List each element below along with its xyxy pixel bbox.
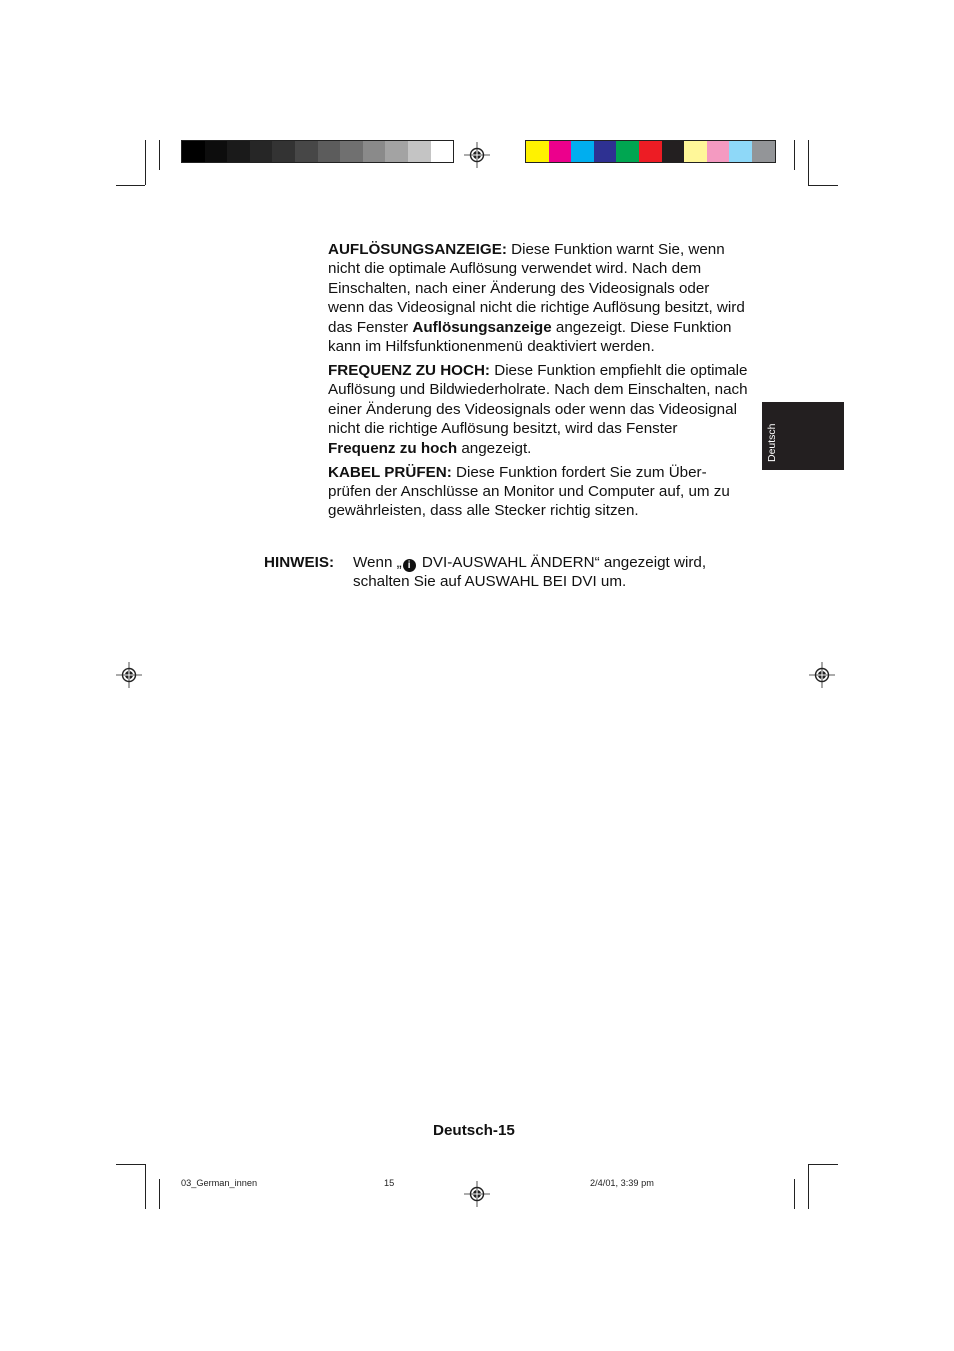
body-text: Diese Funktion warnt Sie, wenn nicht die optimale Auflösung verwendet wird. Nach dem Einschalten, nach einer Änderung des Videosignals oder wenn das Videosignal nicht die richtige Auflösung besitzt, wird das Fenster	[328, 241, 745, 336]
gray-swatch	[227, 141, 250, 162]
color-swatch	[684, 141, 707, 162]
crop-mark	[794, 140, 795, 170]
color-swatch	[594, 141, 617, 162]
paragraph-check-cable	[328, 463, 748, 521]
gray-swatch	[182, 141, 205, 162]
gray-swatch	[340, 141, 363, 162]
color-swatch	[662, 141, 685, 162]
registration-mark-icon	[809, 662, 835, 688]
gray-swatch	[272, 141, 295, 162]
gray-swatch	[385, 141, 408, 162]
gray-swatch	[250, 141, 273, 162]
color-swatch	[752, 141, 775, 162]
gray-swatch	[363, 141, 386, 162]
note-label: HINWEIS:	[264, 554, 335, 571]
crop-mark	[794, 1179, 795, 1209]
slug-file-name: 03_German_innen	[181, 1178, 258, 1188]
body-text: angezeigt.	[457, 439, 532, 457]
gray-swatch	[431, 141, 454, 162]
info-icon: i	[403, 559, 416, 572]
paragraph-resolution-notifier	[328, 240, 748, 356]
gray-swatch	[408, 141, 431, 162]
color-swatch	[639, 141, 662, 162]
note-text-part: DVI-AUSWAHL ÄNDERN“ angezeigt wird, schalten Sie auf AUSWAHL BEI DVI um.	[353, 554, 707, 591]
body-text: Diese Funktion fordert Sie zum Über-prüfen der Anschlüsse an Monitor und Computer auf, um zu gewährleisten, dass alle Stecker richtig sitzen.	[328, 463, 730, 520]
crop-mark	[808, 1164, 838, 1165]
gray-swatch	[295, 141, 318, 162]
registration-mark-icon	[464, 1181, 490, 1207]
language-tab-label: Deutsch	[766, 423, 778, 462]
color-scale-bar	[525, 140, 776, 163]
slug-page-number: 15	[384, 1178, 395, 1188]
bold-term: Frequenz zu hoch	[328, 439, 458, 457]
body-text: Diese Funktion empfiehlt die optimale Auflösung und Bildwiederholrate. Nach dem Einschalten, nach einer Änderung des Videosignals oder wenn das Videosignal nicht die richtige Auflösung besitzt, wird das Fenster	[328, 362, 748, 438]
crop-mark	[159, 1179, 160, 1209]
paragraph-frequency-too-high	[328, 361, 748, 458]
crop-mark	[116, 1164, 145, 1165]
bold-term: Auflösungsanzeige	[412, 318, 552, 336]
crop-mark	[808, 140, 809, 185]
heading-resolution-notifier: AUFLÖSUNGSANZEIGE:	[328, 241, 507, 258]
note-text	[353, 553, 713, 592]
crop-mark	[116, 185, 145, 186]
gray-scale-bar	[181, 140, 454, 163]
registration-mark-icon	[116, 662, 142, 688]
gray-swatch	[318, 141, 341, 162]
color-swatch	[571, 141, 594, 162]
color-swatch	[549, 141, 572, 162]
language-tab	[762, 402, 844, 470]
page-number: Deutsch-15	[433, 1122, 515, 1139]
color-swatch	[526, 141, 549, 162]
color-swatch	[707, 141, 730, 162]
color-swatch	[729, 141, 752, 162]
registration-mark-icon	[464, 142, 490, 168]
body-text: angezeigt. Diese Funktion kann im Hilfsfunktionenmenü deaktiviert werden.	[328, 318, 732, 356]
heading-check-cable: KABEL PRÜFEN:	[328, 463, 452, 481]
slug-date: 2/4/01, 3:39 pm	[590, 1178, 654, 1188]
crop-mark	[145, 1164, 146, 1209]
heading-frequency-too-high: FREQUENZ ZU HOCH:	[328, 362, 490, 380]
main-text-column	[328, 240, 748, 525]
color-swatch	[616, 141, 639, 162]
note-text-part: Wenn „	[353, 554, 402, 571]
crop-mark	[145, 140, 146, 185]
gray-swatch	[205, 141, 228, 162]
crop-mark	[159, 140, 160, 170]
crop-mark	[808, 1164, 809, 1209]
crop-mark	[808, 185, 838, 186]
